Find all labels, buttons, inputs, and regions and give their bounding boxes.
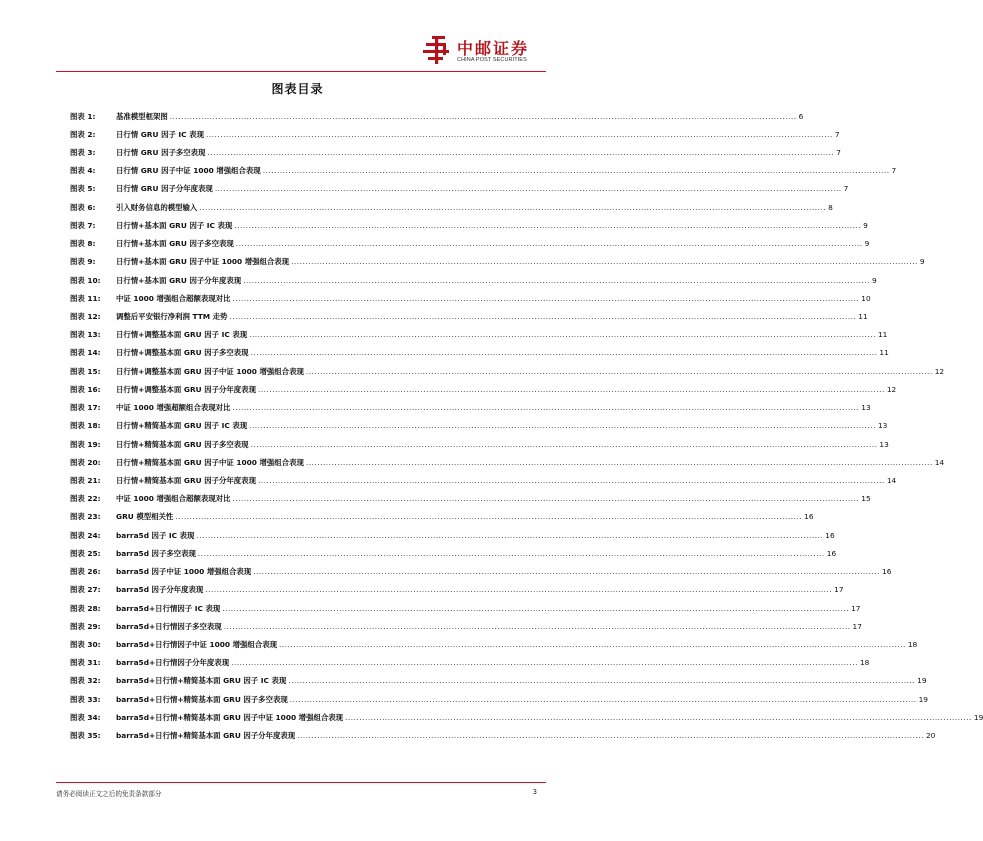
toc-entry-page: 17 [852,621,862,631]
toc-entry-label: 图表 31: [70,658,101,668]
toc-entry-text: 日行情+调整基本面 GRU 因子 IC 表现 [116,330,248,340]
toc-entry-text: 引入财务信息的模型输入 [116,202,198,212]
toc-entry-label: 图表 24: [70,530,101,540]
toc-entry-text: 中证 1000 增强超额组合表现对比 [116,403,231,413]
toc-dot-leader: ............................................................................................................................................................................................................................ [291,257,918,267]
toc-dot-leader: ............................................................................................................................................................................................................................ [175,512,803,522]
toc-entry-page: 17 [851,603,861,613]
toc-dot-leader: ............................................................................................................................................................................................................................ [305,366,933,376]
toc-entry-page: 11 [858,312,868,322]
page-number: 3 [532,788,537,796]
toc-entry-page: 12 [886,384,897,394]
toc-entry-text: barra5d+日行情因子分年度表现 [116,658,230,668]
toc-entry-page: 11 [879,348,889,358]
toc-entry-label: 图表 21: [70,475,101,485]
toc-entry-text: barra5d 因子中证 1000 增强组合表现 [116,567,252,577]
toc-entry-label: 图表 34: [70,712,101,722]
toc-dot-leader: ............................................................................................................................................................................................................................ [250,348,878,358]
toc-dot-leader: ............................................................................................................................................................................................................................ [214,184,842,194]
toc-entry[interactable] [70,508,814,526]
toc-entry-text: barra5d+日行情因子 IC 表现 [116,603,221,613]
china-post-logo-icon [423,35,451,65]
toc-entry-text: 日行情+调整基本面 GRU 因子多空表现 [116,348,249,358]
toc-entry[interactable] [70,654,870,672]
toc-dot-leader: ............................................................................................................................................................................................................................ [234,220,862,230]
toc-dot-leader: ............................................................................................................................................................................................................................ [249,421,876,431]
toc-entry-label: 图表 4: [70,166,96,176]
toc-entry[interactable] [70,708,983,726]
toc-entry-text: 日行情+基本面 GRU 因子 IC 表现 [116,220,233,230]
toc-entry[interactable] [70,453,945,471]
toc-entry-text: 日行情 GRU 因子多空表现 [116,148,206,158]
toc-entry-page: 15 [861,494,871,504]
toc-dot-leader: ............................................................................................................................................................................................................................ [289,694,917,704]
toc-entry-page: 7 [843,184,849,194]
toc-entry[interactable] [70,162,897,180]
toc-entry-text: 日行情+基本面 GRU 因子中证 1000 增强组合表现 [116,257,290,267]
toc-entry-page: 16 [804,512,814,522]
toc-entry-label: 图表 15: [70,366,101,376]
toc-entry-label: 图表 18: [70,421,101,431]
toc-entry-text: 日行情+精简基本面 GRU 因子 IC 表现 [116,421,248,431]
toc-entry[interactable] [70,526,835,544]
toc-entry-page: 7 [891,166,897,176]
toc-dot-leader: ............................................................................................................................................................................................................................ [232,293,860,303]
footer-disclaimer: 请务必阅读正文之后的免责条款部分 [56,790,162,798]
toc-dot-leader: ............................................................................................................................................................................................................................ [232,403,860,413]
toc-entry-label: 图表 20: [70,457,101,467]
toc-entry-label: 图表 32: [70,676,101,686]
toc-entry-page: 17 [834,585,844,595]
toc-entry-page: 9 [864,239,870,249]
toc-entry-page: 11 [877,330,888,340]
toc-entry[interactable] [70,125,840,143]
toc-entry-text: 日行情+精简基本面 GRU 因子中证 1000 增强组合表现 [116,457,304,467]
toc-entry-label: 图表 33: [70,694,101,704]
logo-english-name: CHINA POST SECURITIES [457,57,527,63]
toc-entry-label: 图表 16: [70,384,101,394]
toc-entry-page: 9 [863,220,868,230]
toc-dot-leader: ............................................................................................................................................................................................................................ [196,530,824,540]
toc-entry[interactable] [70,362,945,380]
toc-entry-label: 图表 9: [70,257,96,267]
toc-entry[interactable] [70,271,877,289]
company-logo [423,35,543,71]
toc-dot-leader: ............................................................................................................................................................................................................................ [257,475,885,485]
toc-entry[interactable] [70,180,849,198]
toc-entry-label: 图表 25: [70,548,101,558]
toc-dot-leader: ............................................................................................................................................................................................................................ [278,639,906,649]
toc-entry-text: 日行情 GRU 因子中证 1000 增强组合表现 [116,166,261,176]
toc-entry-page: 7 [834,129,840,139]
toc-dot-leader: ............................................................................................................................................................................................................................ [205,585,833,595]
toc-entry-text: 日行情+调整基本面 GRU 因子中证 1000 增强组合表现 [116,366,304,376]
toc-entry-text: barra5d+日行情+精简基本面 GRU 因子多空表现 [116,694,288,704]
toc-entry[interactable] [70,490,871,508]
toc-entry-label: 图表 22: [70,494,101,504]
toc-entry-label: 图表 35: [70,731,101,741]
toc-entry-page: 7 [836,148,841,158]
toc-list [70,107,983,745]
toc-entry[interactable] [70,326,888,344]
toc-entry[interactable] [70,435,889,453]
toc-entry-text: 日行情+调整基本面 GRU 因子分年度表现 [116,384,256,394]
toc-entry-text: barra5d+日行情+精简基本面 GRU 因子中证 1000 增强组合表现 [116,712,344,722]
toc-dot-leader: ............................................................................................................................................................................................................................ [207,148,835,158]
toc-entry[interactable] [70,581,844,599]
toc-dot-leader: ............................................................................................................................................................................................................................ [205,129,833,139]
toc-entry-page: 13 [861,403,871,413]
toc-dot-leader: ............................................................................................................................................................................................................................ [229,312,857,322]
toc-entry-text: 基准模型框架图 [116,111,168,121]
toc-entry-label: 图表 12: [70,312,101,322]
toc-entry-page: 19 [917,676,927,686]
toc-entry[interactable] [70,307,868,325]
toc-entry-page: 19 [973,712,983,722]
toc-entry-label: 图表 10: [70,275,101,285]
toc-dot-leader: ............................................................................................................................................................................................................................ [232,494,860,504]
toc-entry-page: 12 [934,366,945,376]
toc-entry-text: 日行情 GRU 因子 IC 表现 [116,129,204,139]
toc-dot-leader: ............................................................................................................................................................................................................................ [257,384,885,394]
toc-entry[interactable] [70,107,804,125]
toc-entry-text: barra5d+日行情+精简基本面 GRU 因子分年度表现 [116,731,296,741]
toc-entry-text: 日行情+基本面 GRU 因子多空表现 [116,239,234,249]
toc-entry-text: barra5d+日行情+精简基本面 GRU 因子 IC 表现 [116,676,287,686]
toc-entry[interactable] [70,380,897,398]
toc-dot-leader: ............................................................................................................................................................................................................................ [169,111,797,121]
toc-entry-page: 9 [872,275,877,285]
toc-entry-page: 16 [825,530,835,540]
toc-dot-leader: ............................................................................................................................................................................................................................ [243,275,871,285]
toc-entry[interactable] [70,672,927,690]
header-divider [56,71,546,72]
toc-entry-text: 中证 1000 增强组合超额表现对比 [116,293,231,303]
toc-dot-leader: ............................................................................................................................................................................................................................ [199,202,827,212]
toc-entry-page: 9 [919,257,925,267]
toc-entry-page: 10 [861,293,871,303]
toc-entry-text: 日行情+精简基本面 GRU 因子分年度表现 [116,475,256,485]
toc-entry-label: 图表 2: [70,129,96,139]
toc-dot-leader: ............................................................................................................................................................................................................................ [222,603,850,613]
toc-dot-leader: ............................................................................................................................................................................................................................ [262,166,890,176]
toc-entry-label: 图表 30: [70,639,101,649]
toc-entry[interactable] [70,289,871,307]
toc-entry-label: 图表 13: [70,330,101,340]
toc-entry-page: 6 [798,111,804,121]
toc-entry[interactable] [70,417,888,435]
toc-dot-leader: ............................................................................................................................................................................................................................ [235,239,863,249]
toc-entry-page: 16 [882,567,892,577]
toc-entry-page: 13 [877,421,888,431]
toc-entry-label: 图表 8: [70,239,96,249]
toc-entry-label: 图表 1: [70,111,96,121]
toc-entry-label: 图表 11: [70,293,101,303]
toc-entry-text: 日行情+精简基本面 GRU 因子多空表现 [116,439,249,449]
toc-entry[interactable] [70,562,892,580]
toc-entry-page: 8 [828,202,833,212]
toc-entry-text: barra5d 因子 IC 表现 [116,530,195,540]
toc-dot-leader: ............................................................................................................................................................................................................................ [249,330,876,340]
toc-entry-label: 图表 29: [70,621,101,631]
toc-entry[interactable] [70,344,889,362]
toc-entry-label: 图表 26: [70,567,101,577]
toc-entry-page: 14 [886,475,897,485]
toc-entry[interactable] [70,399,871,417]
toc-entry[interactable] [70,690,928,708]
toc-entry-page: 13 [879,439,889,449]
toc-dot-leader: ............................................................................................................................................................................................................................ [345,712,972,722]
toc-dot-leader: ............................................................................................................................................................................................................................ [250,439,878,449]
toc-entry-text: 日行情 GRU 因子分年度表现 [116,184,213,194]
toc-entry-page: 16 [826,548,837,558]
toc-entry-label: 图表 5: [70,184,96,194]
toc-entry-label: 图表 7: [70,220,96,230]
toc-entry-text: 中证 1000 增强组合超额表现对比 [116,494,231,504]
page-header [0,0,595,70]
toc-entry[interactable] [70,235,870,253]
toc-dot-leader: ............................................................................................................................................................................................................................ [297,731,924,741]
toc-entry-text: barra5d+日行情因子多空表现 [116,621,222,631]
toc-entry[interactable] [70,599,861,617]
toc-entry-text: 日行情+基本面 GRU 因子分年度表现 [116,275,242,285]
toc-entry-text: barra5d+日行情因子中证 1000 增强组合表现 [116,639,277,649]
toc-dot-leader: ............................................................................................................................................................................................................................ [305,457,933,467]
toc-dot-leader: ............................................................................................................................................................................................................................ [231,658,858,668]
toc-dot-leader: ............................................................................................................................................................................................................................ [288,676,916,686]
toc-entry[interactable] [70,617,862,635]
toc-entry-page: 20 [925,731,936,741]
toc-entry[interactable] [70,471,897,489]
toc-dot-leader: ............................................................................................................................................................................................................................ [253,567,881,577]
toc-entry[interactable] [70,198,833,216]
toc-dot-leader: ............................................................................................................................................................................................................................ [223,621,851,631]
toc-entry-text: 调整后平安银行净利润 TTM 走势 [116,312,228,322]
toc-entry-label: 图表 28: [70,603,101,613]
toc-entry-label: 图表 6: [70,202,96,212]
toc-entry-page: 19 [918,694,928,704]
toc-entry-page: 18 [907,639,918,649]
toc-entry[interactable] [70,253,925,271]
toc-entry-page: 18 [859,658,870,668]
toc-entry-label: 图表 19: [70,439,101,449]
toc-entry-text: barra5d 因子多空表现 [116,548,196,558]
toc-entry[interactable] [70,726,936,744]
toc-title: 图表目录 [271,82,324,96]
toc-entry-page: 14 [934,457,945,467]
logo-chinese-name: 中邮证券 [457,39,530,58]
toc-entry-label: 图表 3: [70,148,96,158]
toc-entry-label: 图表 17: [70,403,101,413]
toc-dot-leader: ............................................................................................................................................................................................................................ [197,548,825,558]
toc-entry-text: GRU 模型相关性 [116,512,174,522]
toc-entry[interactable] [70,544,837,562]
footer-divider [56,782,546,783]
toc-entry[interactable] [70,216,868,234]
toc-entry[interactable] [70,143,841,161]
toc-entry[interactable] [70,635,918,653]
toc-entry-label: 图表 14: [70,348,101,358]
toc-entry-label: 图表 27: [70,585,101,595]
toc-entry-label: 图表 23: [70,512,101,522]
toc-entry-text: barra5d 因子分年度表现 [116,585,204,595]
